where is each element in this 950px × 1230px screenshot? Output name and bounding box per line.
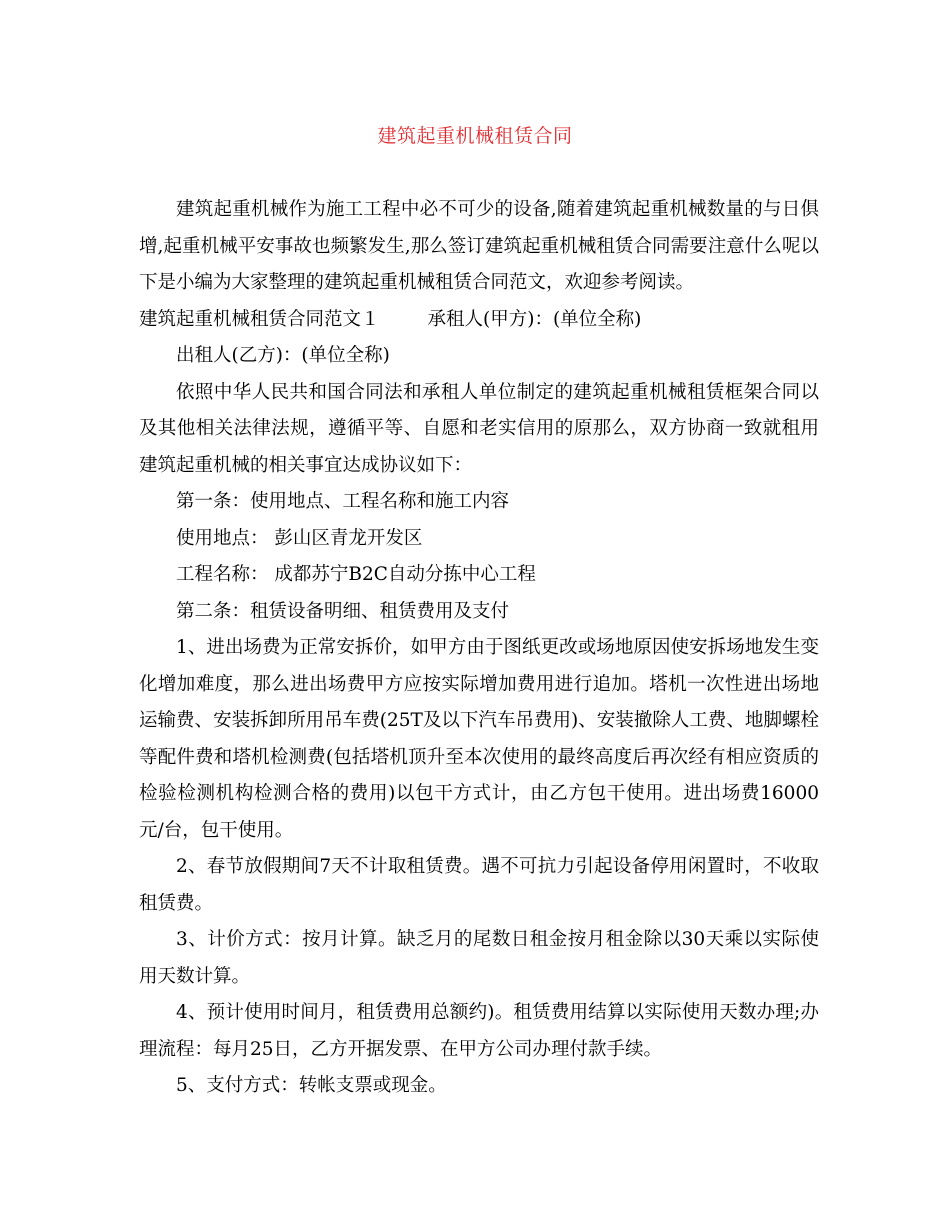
document-title: 建筑起重机械租赁合同 <box>377 125 573 147</box>
document-body <box>139 192 819 1105</box>
lessor-line: 出租人(乙方)：(单位全称) <box>176 345 390 366</box>
article-2-heading: 第二条：租赁设备明细、租赁费用及支付 <box>176 600 510 622</box>
lessee-line: 承租人(甲方)：(单位全称) <box>427 308 642 330</box>
clause-1: 1、进出场费为正常安拆价，如甲方由于图纸更改或场地原因使安拆场地发生变化增加难度，那么进出场费甲方应按实际增加费用进行追加。塔机一次性进出场地运输费、安装拆卸所用吊车费(25T及以下汽车吊费用)、安装撤除人工费、地脚螺栓等配件费和塔机检测费(包括塔机顶升至本次使用的最终高度后再次经有相应资质的检验检测机构检测合格的费用)以包干方式计，由乙方包干使用。进出场费16000元/台，包干使用。 <box>139 637 819 841</box>
preamble-paragraph: 依照中华人民共和国合同法和承租人单位制定的建筑起重机械租赁框架合同以及其他相关法律法规，遵循平等、自愿和老实信用的原那么，双方协商一致就租用建筑起重机械的相关事宜达成协议如下： <box>139 381 819 476</box>
clause-4: 4、预计使用时间月，租赁费用总额约)。租赁费用结算以实际使用天数办理;办理流程：每月25日，乙方开据发票、在甲方公司办理付款手续。 <box>139 1002 819 1060</box>
sample-heading-line <box>139 302 819 339</box>
clause-3: 3、计价方式：按月计算。缺乏月的尾数日租金按月租金除以30天乘以实际使用天数计算。 <box>139 929 819 987</box>
location-line: 使用地点： 彭山区青龙开发区 <box>176 527 423 549</box>
clause-5: 5、支付方式：转帐支票或现金。 <box>176 1075 447 1096</box>
article-1-heading: 第一条：使用地点、工程名称和施工内容 <box>176 491 510 512</box>
clause-2: 2、春节放假期间7天不计取租赁费。遇不可抗力引起设备停用闲置时，不收取租赁费。 <box>139 856 819 914</box>
intro-paragraph: 建筑起重机械作为施工工程中必不可少的设备,随着建筑起重机械数量的与日俱增,起重机械平安事故也频繁发生,那么签订建筑起重机械租赁合同需要注意什么呢以下是小编为大家整理的建筑起重机械租赁合同范文，欢迎参考阅读。 <box>139 199 819 293</box>
project-line: 工程名称： 成都苏宁B2C自动分拣中心工程 <box>176 564 536 585</box>
sample-heading: 建筑起重机械租赁合同范文１ <box>139 308 380 330</box>
